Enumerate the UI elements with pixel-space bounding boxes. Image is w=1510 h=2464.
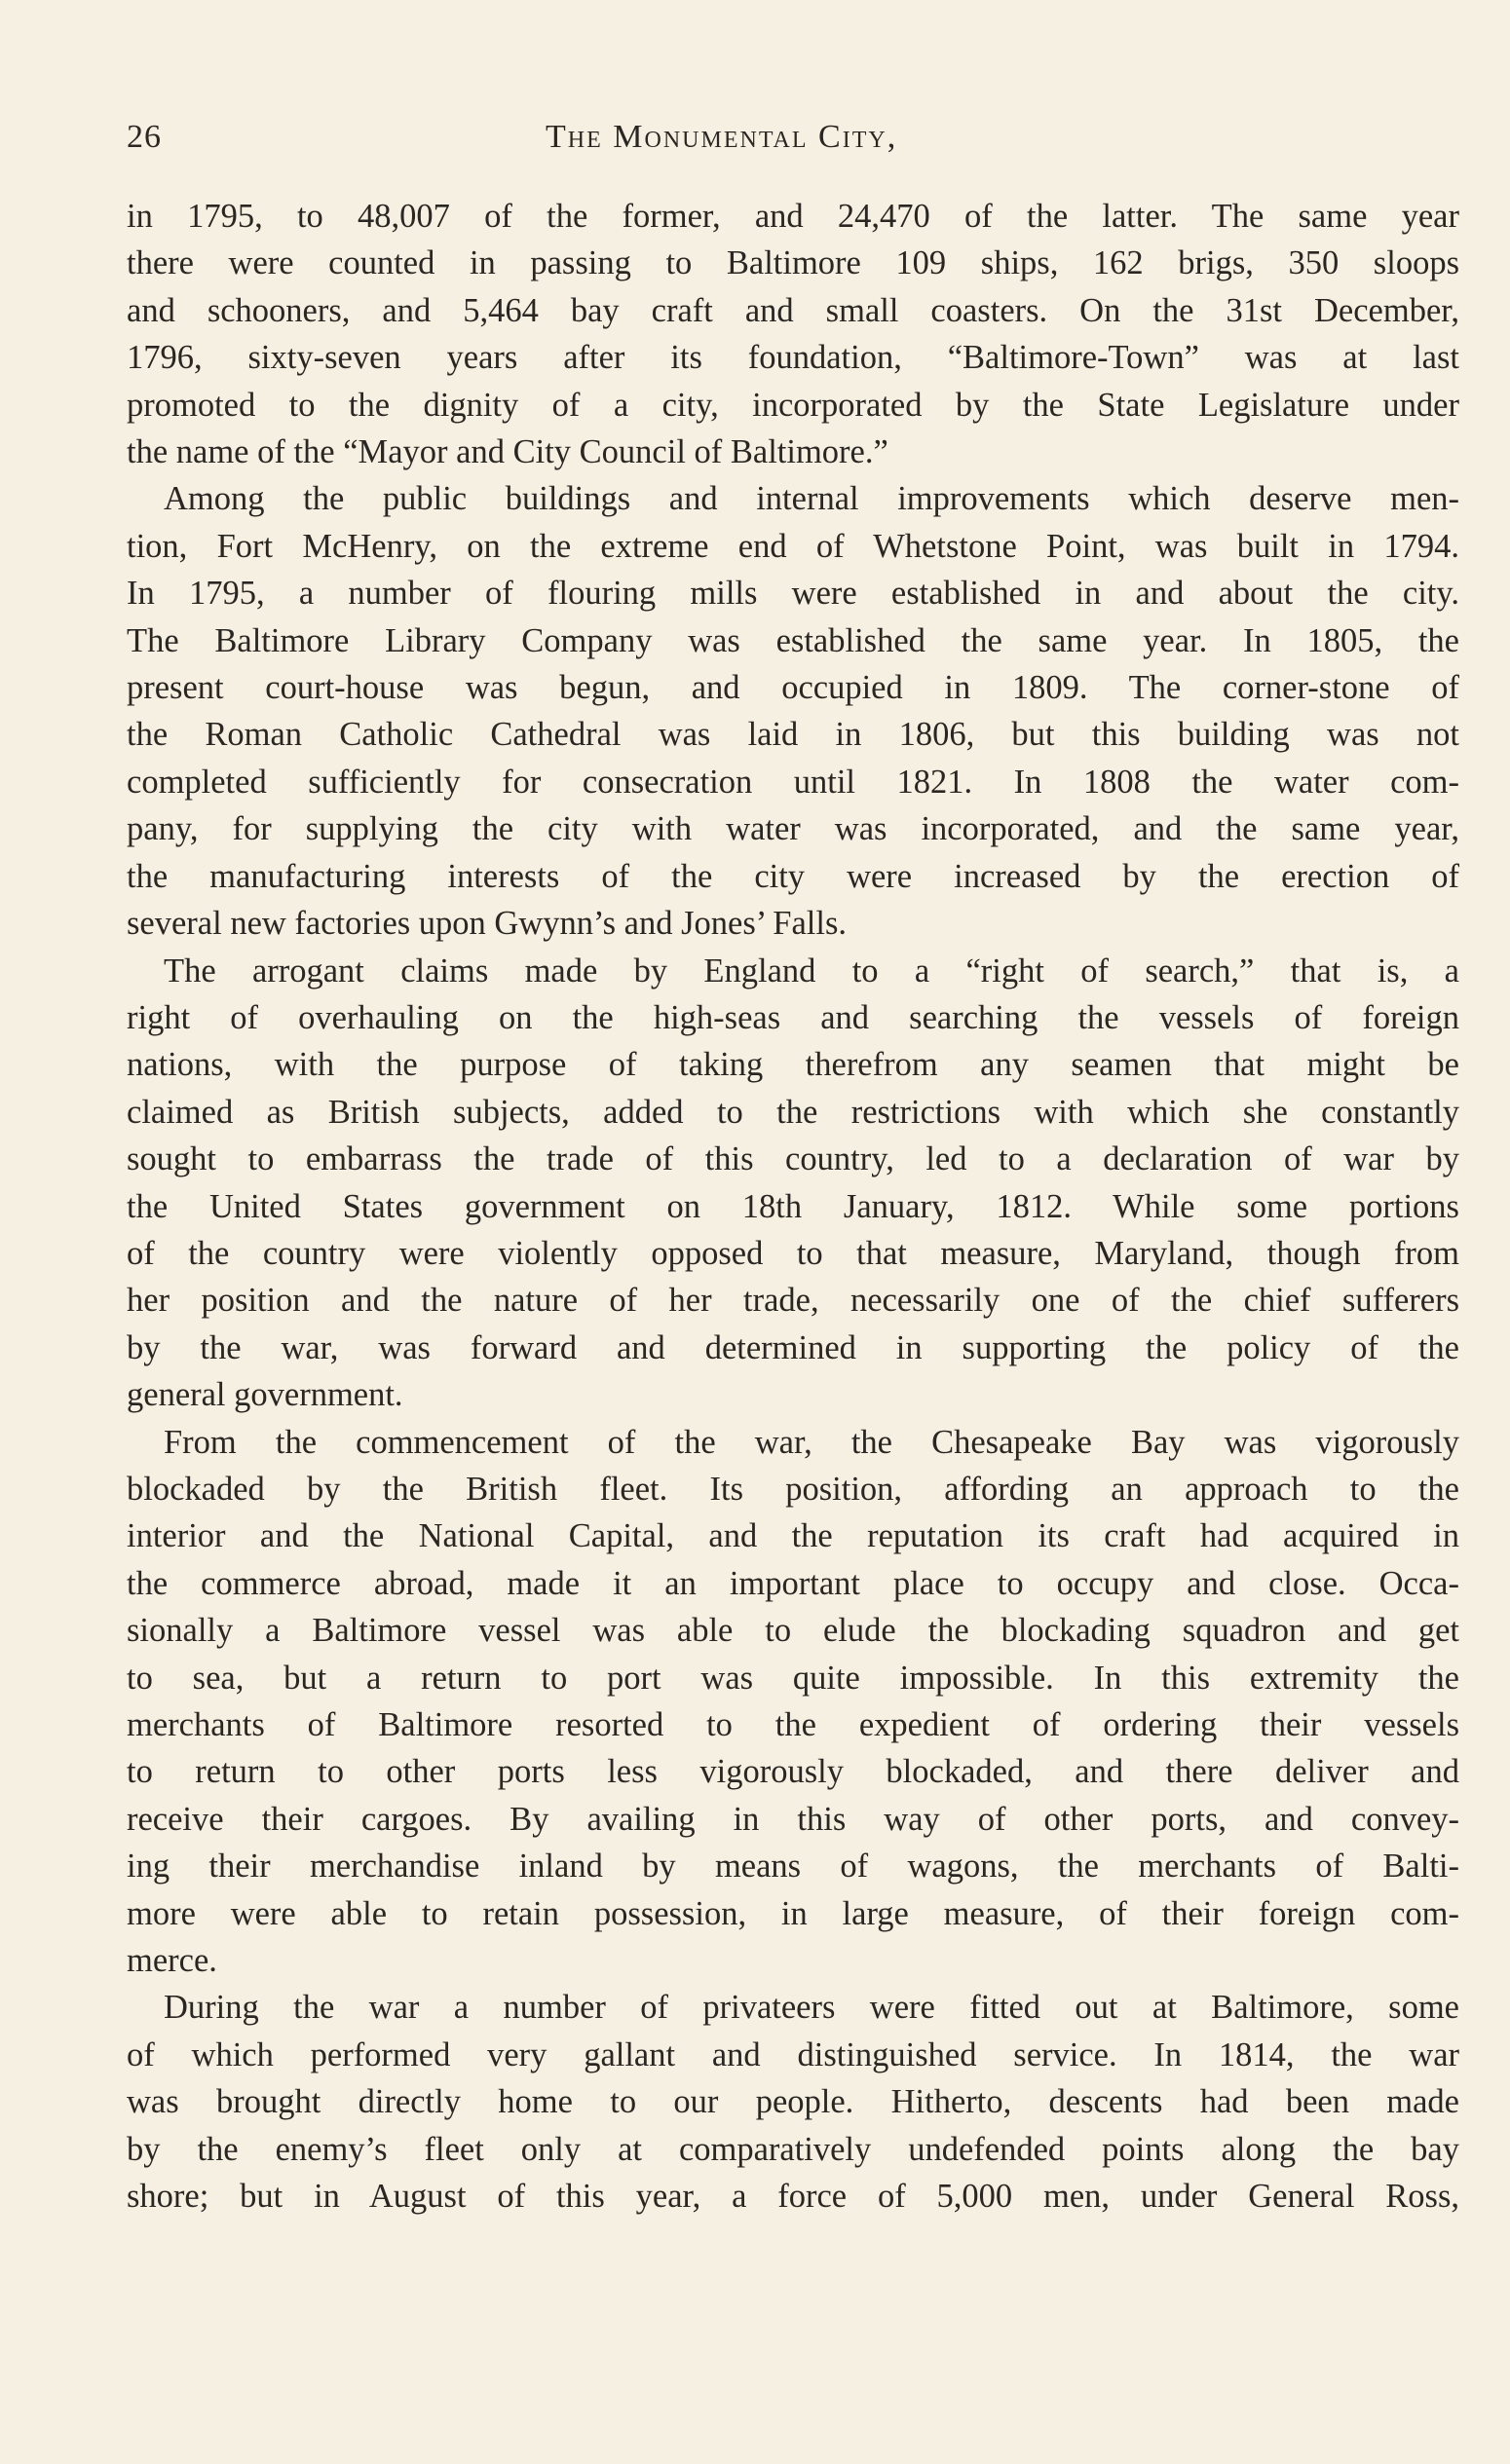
- text-line: sionally a Baltimore vessel was able to elude the blockading squadron and get: [127, 1612, 1459, 1650]
- text-line: merce.: [127, 1942, 217, 1980]
- text-line: In 1795, a number of flouring mills were established in and about the city.: [127, 575, 1459, 613]
- text-line: the name of the “Mayor and City Council of Baltimore.”: [127, 433, 888, 471]
- page-number: 26: [127, 119, 162, 155]
- paragraph: [127, 948, 1459, 1419]
- text-line: interior and the National Capital, and the reputation its craft had acquired in: [127, 1517, 1459, 1555]
- body-text: [127, 193, 1459, 2220]
- text-line: there were counted in passing to Baltimore 109 ships, 162 brigs, 350 sloops: [127, 244, 1459, 282]
- text-line: The arrogant claims made by England to a “right of search,” that is, a: [164, 952, 1459, 989]
- paragraph: [127, 193, 1459, 475]
- text-line: right of overhauling on the high-seas and searching the vessels of foreign: [127, 998, 1459, 1036]
- text-line: several new factories upon Gwynn’s and Jones’ Falls.: [127, 905, 848, 943]
- text-line: ing their merchandise inland by means of wagons, the merchants of Balti-: [127, 1848, 1459, 1885]
- text-line: general government.: [127, 1376, 403, 1414]
- text-line: the United States government on 18th January, 1812. While some portions: [127, 1187, 1459, 1225]
- text-line: present court-house was begun, and occupied in 1809. The corner-stone of: [127, 669, 1459, 707]
- text-line: pany, for supplying the city with water was incorporated, and the same year,: [127, 810, 1459, 848]
- text-line: promoted to the dignity of a city, incorporated by the State Legislature under: [127, 386, 1459, 424]
- text-line: her position and the nature of her trade, necessarily one of the chief sufferers: [127, 1282, 1459, 1320]
- text-line: shore; but in August of this year, a force of 5,000 men, under General Ross,: [127, 2178, 1459, 2216]
- text-line: more were able to retain possession, in large measure, of their foreign com-: [127, 1894, 1459, 1932]
- text-line: and schooners, and 5,464 bay craft and small coasters. On the 31st December,: [127, 291, 1459, 329]
- text-line: Among the public buildings and internal improvements which deserve men-: [164, 480, 1459, 518]
- text-line: claimed as British subjects, added to the restrictions with which she constantly: [127, 1093, 1459, 1131]
- text-line: merchants of Baltimore resorted to the expedient of ordering their vessels: [127, 1706, 1459, 1743]
- text-line: completed sufficiently for consecration until 1821. In 1808 the water com-: [127, 763, 1459, 801]
- text-line: of which performed very gallant and distinguished service. In 1814, the war: [127, 2035, 1459, 2073]
- text-line: was brought directly home to our people. Hitherto, descents had been made: [127, 2083, 1459, 2121]
- text-line: receive their cargoes. By availing in this way of other ports, and convey-: [127, 1800, 1459, 1838]
- text-line: to return to other ports less vigorously blockaded, and there deliver and: [127, 1753, 1459, 1791]
- text-line: the Roman Catholic Cathedral was laid in 1806, but this building was not: [127, 716, 1459, 754]
- text-line: of the country were violently opposed to that measure, Maryland, though from: [127, 1234, 1459, 1272]
- paragraph: [127, 1984, 1459, 2220]
- text-line: by the enemy’s fleet only at comparatively undefended points along the bay: [127, 2130, 1459, 2168]
- text-line: During the war a number of privateers were fitted out at Baltimore, some: [164, 1989, 1459, 2027]
- text-line: by the war, was forward and determined in supporting the policy of the: [127, 1328, 1459, 1366]
- text-line: sought to embarrass the trade of this country, led to a declaration of war by: [127, 1140, 1459, 1178]
- text-line: the commerce abroad, made it an important place to occupy and close. Occa-: [127, 1564, 1459, 1602]
- paragraph: [127, 1419, 1459, 1985]
- running-title: The Monumental City,: [546, 119, 898, 155]
- text-line: nations, with the purpose of taking therefrom any seamen that might be: [127, 1046, 1459, 1084]
- paragraph: [127, 475, 1459, 947]
- page-header: [127, 119, 1461, 168]
- text-line: in 1795, to 48,007 of the former, and 24,470 of the latter. The same year: [127, 198, 1459, 235]
- text-line: 1796, sixty-seven years after its foundation, “Baltimore-Town” was at last: [127, 339, 1459, 377]
- text-line: blockaded by the British fleet. Its position, affording an approach to the: [127, 1470, 1459, 1508]
- text-line: tion, Fort McHenry, on the extreme end of Whetstone Point, was built in 1794.: [127, 527, 1459, 565]
- text-line: From the commencement of the war, the Chesapeake Bay was vigorously: [164, 1423, 1459, 1461]
- text-line: The Baltimore Library Company was established the same year. In 1805, the: [127, 621, 1459, 659]
- text-line: to sea, but a return to port was quite impossible. In this extremity the: [127, 1659, 1459, 1697]
- text-line: the manufacturing interests of the city were increased by the erection of: [127, 857, 1459, 895]
